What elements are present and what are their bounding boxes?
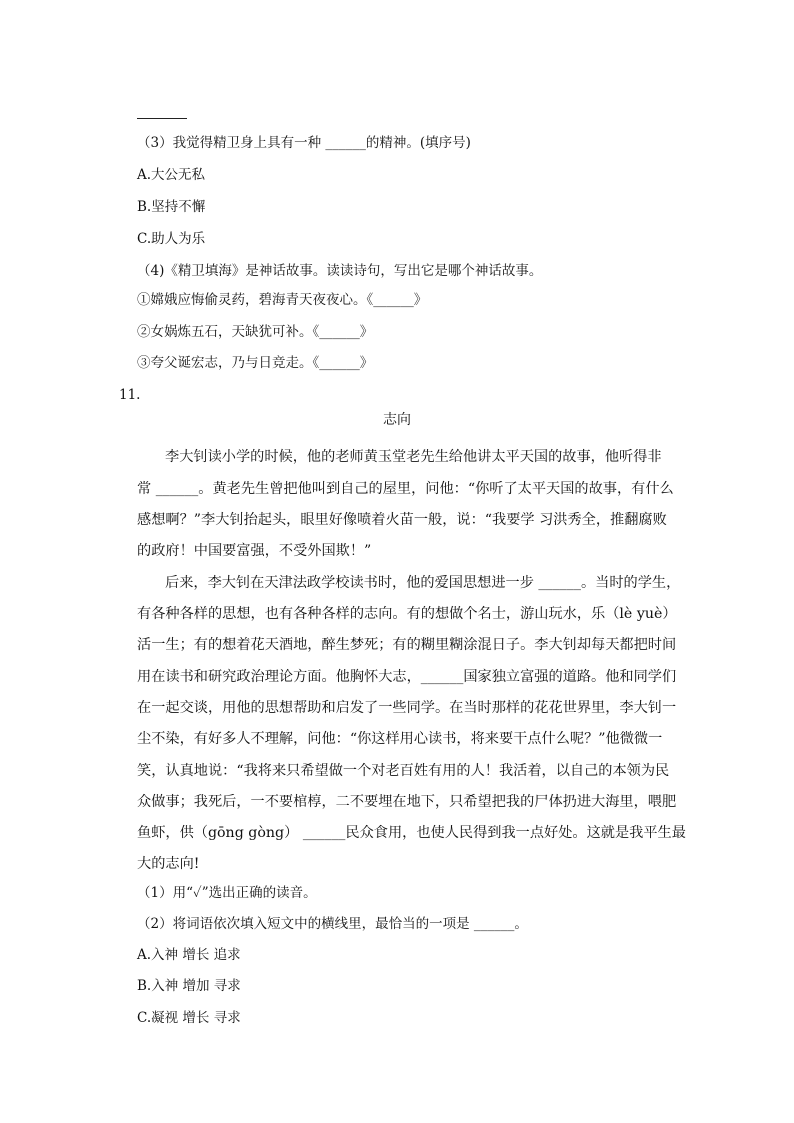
passage-line: 活一生；有的想着花天酒地，醉生梦死；有的糊里糊涂混日子。李大钊却每天都把时间 [137, 637, 677, 653]
passage-line: 常 ______。黄老先生曾把他叫到自己的屋里，问他：“你听了太平天国的故事，有什么 [137, 481, 674, 497]
question-number: 11. [119, 387, 141, 403]
passage-line: 在一起交谈，用他的思想帮助和启发了一些同学。在当时那样的花花世界里，李大钊一 [137, 700, 677, 716]
passage-title: 志向 [383, 412, 411, 428]
passage-line: 众做事；我死后，一不要棺椁，二不要埋在地下，只希望把我的尸体扔进大海里，喂肥 [137, 794, 677, 810]
passage-line: 笑，认真地说：“我将来只希望做一个对老百姓有用的人！我活着，以自己的本领为民 [137, 763, 670, 779]
option-a: A.入神 增长 追求 [137, 947, 241, 963]
passage-line: 的政府！中国要富强，不受外国欺！” [137, 543, 372, 559]
poem-item-2: ②女娲炼五石，天缺犹可补。《______》 [137, 324, 374, 340]
passage-line: 李大钊读小学的时候，他的老师黄玉堂老先生给他讲太平天国的故事，他听得非 [165, 449, 662, 465]
passage-line: 后来，李大钊在天津法政学校读书时，他的爱国思想进一步 ______。当时的学生， [165, 575, 681, 591]
passage-line: 感想啊？”李大钊抬起头，眼里好像喷着火苗一般，说：“我要学 习洪秀全，推翻腐败 [137, 512, 667, 528]
question-10-4: （4)《精卫填海》是神话故事。读读诗句，写出它是哪个神话故事。 [137, 263, 543, 279]
passage-line: 用在读书和研究政治理论方面。他胸怀大志，______国家独立富强的道路。他和同学们 [137, 669, 677, 685]
option-b: B.坚持不懈 [137, 199, 206, 215]
poem-item-3: ③夸父诞宏志，乃与日竞走。《______》 [137, 355, 374, 371]
question-11-1: （1）用“✓”选出正确的读音。 [137, 885, 317, 901]
question-10-3: （3）我觉得精卫身上具有一种 ______的精神。(填序号) [137, 135, 471, 151]
question-11-2: （2）将词语依次填入短文中的横线里，最恰当的一项是 ______。 [137, 916, 528, 932]
option-a: A.大公无私 [137, 167, 206, 183]
passage-line: 有各种各样的思想，也有各种各样的志向。有的想做个名士，游山玩水，乐（lè yuè） [137, 606, 677, 622]
option-c: C.助人为乐 [137, 231, 206, 247]
poem-item-1: ①嫦娥应悔偷灵药，碧海青天夜夜心。《______》 [137, 292, 428, 308]
passage-line: 大的志向! [137, 856, 200, 872]
passage-line: 鱼虾，供（gōng gòng） ______民众食用，也使人民得到我一点好处。这就是我平生最 [137, 825, 686, 841]
answer-blank-line [137, 118, 187, 119]
option-c: C.凝视 增长 寻求 [137, 1010, 241, 1026]
option-b: B.入神 增加 寻求 [137, 978, 241, 994]
passage-line: 尘不染，有好多人不理解，问他：“你这样用心读书，将来要干点什么呢？”他微微一 [137, 731, 663, 747]
